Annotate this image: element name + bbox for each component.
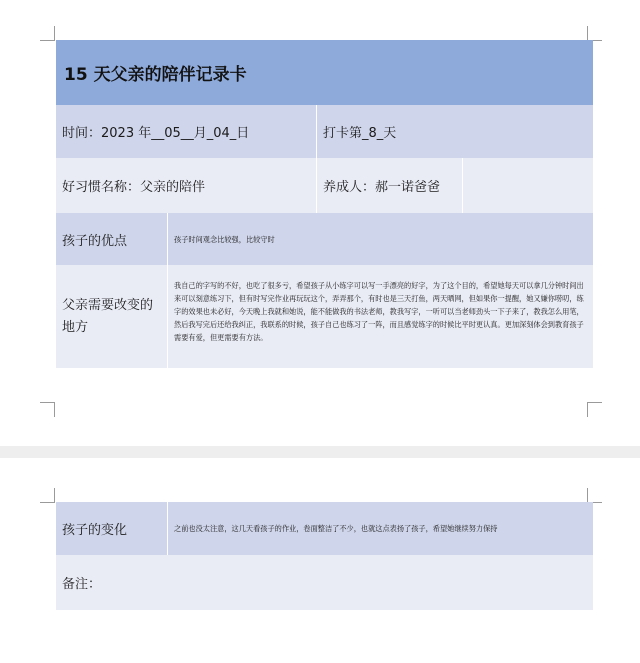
changes-text: 之前也没太注意，这几天看孩子的作业，卷面整洁了不少，也就这点表扬了孩子，希望她继续努力保持 bbox=[168, 502, 593, 555]
record-card bbox=[56, 40, 593, 368]
crop-mark-top-left-2 bbox=[40, 488, 55, 503]
strengths-text: 孩子时间观念比较强，比较守时 bbox=[168, 213, 593, 265]
crop-mark-top-right bbox=[587, 26, 602, 41]
improve-row bbox=[56, 265, 593, 368]
date-row bbox=[56, 105, 593, 158]
habit-name-cell: 好习惯名称：父亲的陪伴 bbox=[56, 158, 317, 213]
crop-mark-top-left bbox=[40, 26, 55, 41]
date-cell: 时间：2023 年__05__月_04_日 bbox=[56, 105, 317, 158]
notes-row bbox=[56, 555, 593, 610]
crop-mark-bottom-right bbox=[587, 402, 602, 417]
changes-row bbox=[56, 502, 593, 555]
strengths-row bbox=[56, 213, 593, 265]
document-page-2 bbox=[0, 458, 640, 663]
improve-text: 我自己的字写的不好，也吃了很多亏，希望孩子从小练字可以写一手漂亮的好字，为了这个目的，希望她每天可以拿几分钟时间出来可以刻意练习下，但有时写完作业再玩玩这个，弄弄那个，有时也是三天打鱼，两天晒网，但如果你一提醒，她又嫌你唠叨，练字的效果也未必好，今天晚上我就和她说，能不能做我的书法老师，教我写字，一听可以当老师劲头一下子来了，教我怎么用笔，然后我写完后还给我纠正，我联系的时候，孩子自己也练习了一阵，而且感觉练字的时候比平时更认真。更加深刻体会到教育孩子需要有爱，但更需要有方法。 bbox=[168, 265, 593, 368]
changes-label: 孩子的变化 bbox=[56, 502, 168, 555]
checkin-cell: 打卡第_8_天 bbox=[317, 105, 593, 158]
crop-mark-bottom-left bbox=[40, 402, 55, 417]
record-card-continued bbox=[56, 502, 593, 610]
page-gap bbox=[0, 446, 640, 458]
strengths-label: 孩子的优点 bbox=[56, 213, 168, 265]
crop-mark-top-right-2 bbox=[587, 488, 602, 503]
empty-cell bbox=[463, 158, 593, 213]
habit-row bbox=[56, 158, 593, 213]
trainer-cell: 养成人：郝一诺爸爸 bbox=[317, 158, 463, 213]
card-title: 15 天父亲的陪伴记录卡 bbox=[64, 65, 247, 85]
improve-label: 父亲需要改变的地方 bbox=[56, 265, 168, 368]
title-row bbox=[56, 40, 593, 105]
notes-label: 备注： bbox=[56, 555, 593, 610]
